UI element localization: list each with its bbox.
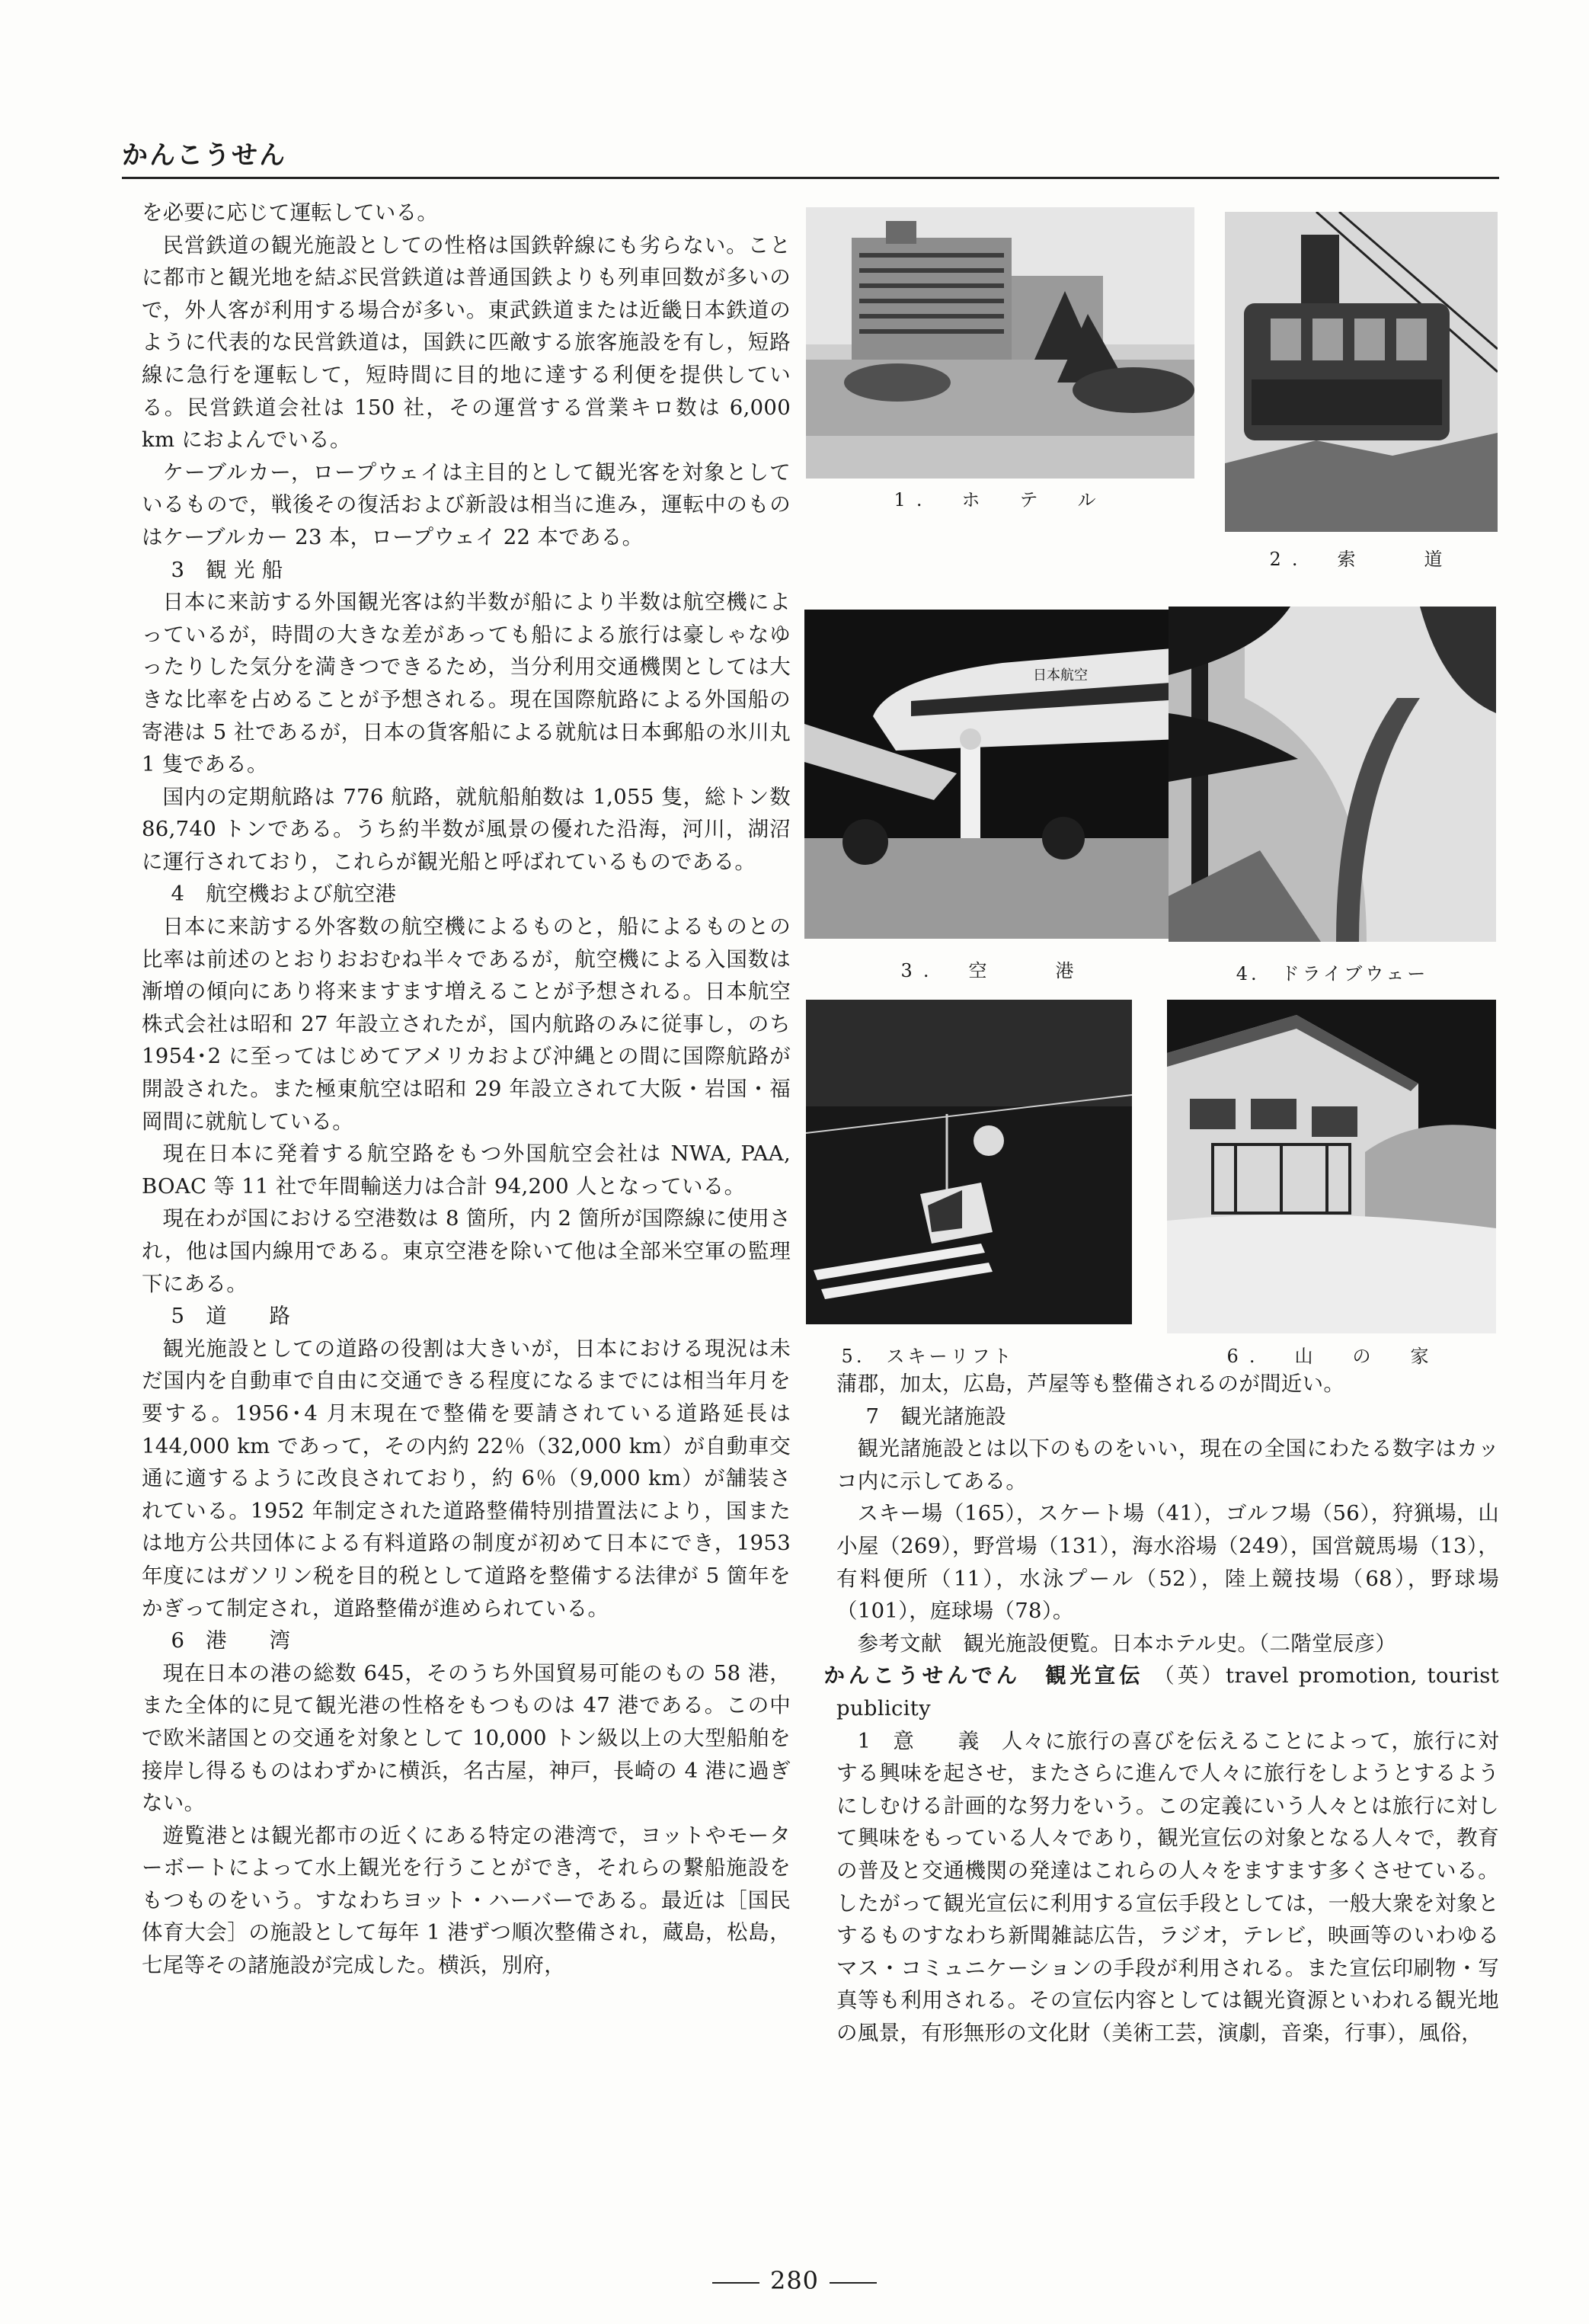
- photo-caption: 6. 山 の 家: [1226, 1346, 1440, 1367]
- paragraph: 1 意 義 人々に旅行の喜びを伝えることによって，旅行に対する興味を起させ，またさらに進んで人々に旅行をしようとするようにしむける計画的な努力をいう。この定義にいう人々とは旅行に対して興味をもっている人々であり，観光宣伝の対象となる人々で，教育の普及と交通機関の発達はこれらの人々をますます多くさせている。したがって観光宣伝に利用する宣伝手段としては，一般大衆を対象とするものすなわち新聞雑誌広告，ラジオ，テレビ，映画等のいわゆるマス・コミュニケーションの手段が利用される。また宣伝印刷物・写真等も利用される。その宣伝内容としては観光資源といわれる観光地の風景，有形無形の文化財（美術工芸，演劇，音楽，行事），風俗，: [836, 1728, 1499, 2045]
- entry-headword: かんこうせんでん 観光宣伝: [823, 1663, 1144, 1689]
- aircraft-lettering: 日本航空: [1033, 667, 1088, 683]
- paragraph: 現在日本に発着する航空路をもつ外国航空会社は NWA, PAA, BOAC 等 11 社で年間輸送力は合計 94,200 人となっている。: [142, 1141, 791, 1199]
- photo-caption: 2. 索 道: [1269, 549, 1453, 570]
- section-heading: 6 港 湾: [171, 1628, 291, 1653]
- photo-caption: 5. スキーリフト: [841, 1346, 1015, 1367]
- dictionary-entry: [823, 1660, 1499, 1724]
- photo-ropeway: [1225, 212, 1498, 532]
- photo-caption: 1. ホ テ ル: [894, 489, 1107, 511]
- section-heading: 4 航空機および航空港: [171, 882, 397, 907]
- page-number: 280: [0, 2266, 1589, 2295]
- paragraph: 蒲郡，加太，広島，芦屋等も整備されるのが間近い。: [836, 1372, 1345, 1396]
- paragraph: 国内の定期航路は 776 航路，就航船舶数は 1,055 隻，総トン数 86,740 トンである。うち約半数が風景の優れた沿海，河川，湖沼に運行されており，これらが観光船と呼ばれているものである。: [142, 784, 791, 874]
- photo-caption: 4. ドライブウェー: [1236, 963, 1429, 984]
- entry-translation: （英）travel promotion, tourist publicity: [836, 1663, 1499, 1721]
- paragraph: 現在日本の港の総数 645，そのうち外国貿易可能のもの 58 港，また全体的に見て観光港の性格をもつものは 47 港である。この中で欧米諸国との交通を対象として 10,000 トン級以上の大型船舶を接岸し得るものはわずかに横浜，名古屋，神戸，長崎の 4 港に過ぎない。: [142, 1660, 791, 1816]
- section-heading: 5 道 路: [171, 1304, 291, 1329]
- photo-hotel: [806, 207, 1194, 479]
- photo-airport: [804, 610, 1181, 939]
- running-head: かんこうせん: [122, 140, 286, 171]
- section-heading: 7 観光諸施設: [865, 1404, 1007, 1429]
- photo-caption: 3. 空 港: [900, 960, 1085, 981]
- right-column: [823, 1368, 1499, 2049]
- paragraph: 観光諸施設とは以下のものをいい，現在の全国にわたる数字はカッコ内に示してある。: [836, 1436, 1499, 1493]
- paragraph: を必要に応じて運転している。: [142, 200, 439, 225]
- paragraph: スキー場（165），スケート場（41），ゴルフ場（56），狩猟場，山小屋（269），野営場（131），海水浴場（249），国営競馬場（13），有料便所（11），水泳プール（52），陸上競技場（68），野球場（101），庭球場（78）。: [836, 1501, 1499, 1624]
- photo-lodge: [1167, 1000, 1496, 1333]
- paragraph: ケーブルカー，ロープウェイは主目的として観光客を対象としているもので，戦後その復活および新設は相当に進み，運転中のものはケーブルカー 23 本，ロープウェイ 22 本である。: [142, 459, 791, 549]
- paragraph: 観光施設としての道路の役割は大きいが，日本における現況は未だ国内を自動車で自由に交通できる程度になるまでには相当年月を要する。1956･4 月末現在で整備を要請されている道路延長は 144,000 km であって，その内約 22％（32,000 km）が自動車交通に適するように改良されており，約 6％（9,000 km）が舗装されている。1952 年制定された道路整備特別措置法により，国または地方公共団体による有料道路の制度が初めて日本にでき，1953 年度にはガソリン税を目的税として道路を整備する法律が 5 箇年をかぎって制定され，道路整備が進められている。: [142, 1336, 791, 1621]
- paragraph: 日本に来訪する外国観光客は約半数が船により半数は航空機によっているが，時間の大きな差があっても船による旅行は豪しゃなゆったりした気分を満きつできるため，当分利用交通機関としては大きな比率を占めることが予想される。現在国際航路による外国船の寄港は 5 社であるが，日本の貨客船による就航は日本郵船の氷川丸 1 隻である。: [142, 590, 791, 777]
- header-rule: [122, 177, 1499, 179]
- section-heading: 3 観 光 船: [171, 557, 283, 582]
- paragraph: 遊覧港とは観光都市の近くにある特定の港湾で，ヨットやモーターボートによって水上観光を行うことができ，それらの繋船施設をもつものをいう。すなわちヨット・ハーバーである。最近は［国民体育大会］の施設として毎年 1 港ずつ順次整備され，蔵島，松島，七尾等その諸施設が完成した。横浜，別府，: [142, 1823, 791, 1978]
- photo-driveway: [1169, 607, 1496, 942]
- paragraph: 民営鉄道の観光施設としての性格は国鉄幹線にも劣らない。ことに都市と観光地を結ぶ民営鉄道は普通国鉄よりも列車回数が多いので，外人客が利用する場合が多い。東武鉄道または近畿日本鉄道のように代表的な民営鉄道は，国鉄に匹敵する旅客施設を有し，短路線に急行を運転して，短時間に目的地に達する利便を提供している。民営鉄道会社は 150 社，その運営する営業キロ数は 6,000 km におよんでいる。: [142, 232, 791, 453]
- paragraph: 日本に来訪する外客数の航空機によるものと，船によるものとの比率は前述のとおりおおむね半々であるが，航空機による入国数は漸増の傾向にあり将来ますます増えることが予想される。日本航空株式会社は昭和 27 年設立されたが，国内航路のみに従事し，のち 1954･2 に至ってはじめてアメリカおよび沖縄との間に国際航路が開設された。また極東航空は昭和 29 年設立されて大阪・岩国・福岡間に就航している。: [142, 914, 791, 1134]
- left-column: [142, 197, 791, 1982]
- photo-skilift: [806, 1000, 1132, 1324]
- paragraph: 現在わが国における空港数は 8 箇所，内 2 箇所が国際線に使用され，他は国内線用である。東京空港を除いて他は全部米空軍の監理下にある。: [142, 1206, 791, 1296]
- paragraph: 参考文献 観光施設便覧。日本ホテル史。（二階堂辰彦）: [857, 1631, 1397, 1656]
